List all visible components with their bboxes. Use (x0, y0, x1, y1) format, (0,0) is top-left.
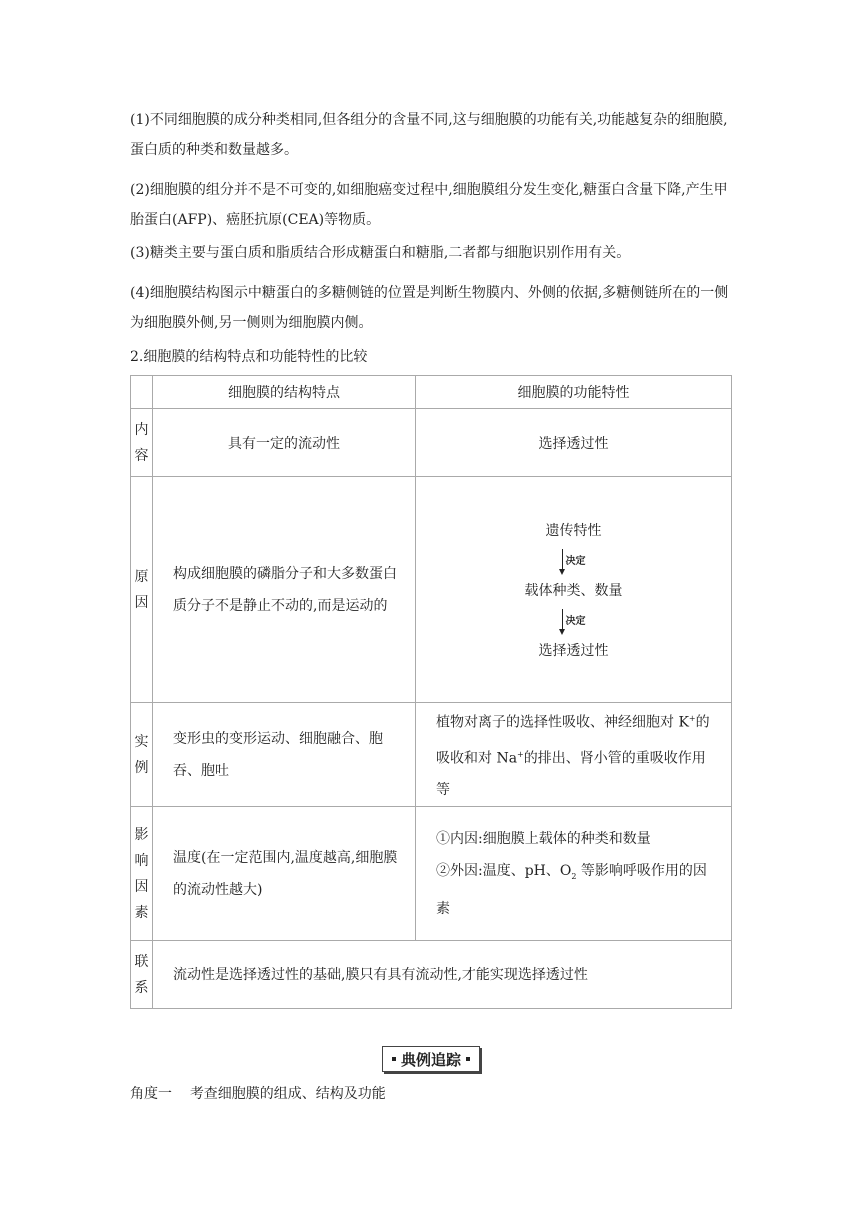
down-arrow-icon (562, 609, 563, 631)
factors-structure: 温度(在一定范围内,温度越高,细胞膜的流动性越大) (153, 807, 416, 941)
note-2: (2)细胞膜的组分并不是不可变的,如细胞癌变过程中,细胞膜组分发生变化,糖蛋白含量下降,产生甲胎蛋白(AFP)、癌胚抗原(CEA)等物质。 (130, 182, 728, 228)
flow-step-genetic: 遗传特性 (545, 522, 602, 539)
angle-text: 考查细胞膜的组成、结构及功能 (189, 1086, 386, 1102)
factors-function (416, 807, 732, 941)
header-structure: 细胞膜的结构特点 (153, 376, 416, 409)
row-label-factors: 影 响 因 素 (131, 807, 153, 941)
note-1: (1)不同细胞膜的成分种类相同,但各组分的含量不同,这与细胞膜的功能有关,功能越复杂的细胞膜,蛋白质的种类和数量越多。 (130, 112, 728, 158)
table-row-factors (131, 807, 732, 941)
factor-internal: ①内因:细胞膜上载体的种类和数量 (436, 830, 651, 847)
example-structure: 变形虫的变形运动、细胞融合、胞吞、胞吐 (153, 703, 416, 807)
row-label-reason: 原 因 (131, 477, 153, 703)
section-title: 2.细胞膜的结构特点和功能特性的比较 (130, 349, 368, 365)
angle-heading (130, 1082, 386, 1106)
flow-step-carrier: 载体种类、数量 (524, 582, 623, 599)
bullet-dot-icon (466, 1057, 470, 1061)
reason-structure: 构成细胞膜的磷脂分子和大多数蛋白质分子不是静止不动的,而是运动的 (153, 477, 416, 703)
section-banner (382, 1046, 480, 1072)
link-text: 流动性是选择透过性的基础,膜只有具有流动性,才能实现选择透过性 (153, 941, 732, 1009)
comparison-table (130, 375, 732, 1009)
example-function: 植物对离子的选择性吸收、神经细胞对 K+的吸收和对 Na+的排出、肾小管的重吸收作用等 (416, 703, 732, 807)
arrow-label-1: 决定 (565, 556, 586, 567)
header-function: 细胞膜的功能特性 (416, 376, 732, 409)
flow-diagram (416, 520, 731, 660)
note-3: (3)糖类主要与蛋白质和脂质结合形成糖蛋白和糖脂,二者都与细胞识别作用有关。 (130, 245, 631, 261)
angle-label: 角度一 (130, 1086, 172, 1102)
row-label-example: 实 例 (131, 703, 153, 807)
factor-external: ②外因:温度、pH、$O_2$ 等影响呼吸作用的因素 (436, 862, 707, 917)
down-arrow-icon (562, 549, 563, 571)
banner-title: 典例追踪 (400, 1050, 461, 1069)
row-label-link: 联 系 (131, 941, 153, 1009)
table-header-row (131, 376, 732, 409)
header-blank (131, 376, 153, 409)
flow-step-selective: 选择透过性 (538, 642, 609, 659)
reason-function (416, 477, 732, 703)
table-row-example (131, 703, 732, 807)
decide-arrow-2 (562, 606, 586, 634)
content-structure: 具有一定的流动性 (153, 409, 416, 477)
table-row-reason (131, 477, 732, 703)
bullet-dot-icon (392, 1057, 396, 1061)
content-function: 选择透过性 (416, 409, 732, 477)
note-4: (4)细胞膜结构图示中糖蛋白的多糖侧链的位置是判断生物膜内、外侧的依据,多糖侧链所在的一侧为细胞膜外侧,另一侧则为细胞膜内侧。 (130, 285, 729, 331)
arrow-label-2: 决定 (565, 616, 586, 627)
table-row-content (131, 409, 732, 477)
table-row-link (131, 941, 732, 1009)
decide-arrow-1 (562, 546, 586, 574)
row-label-content: 内 容 (131, 409, 153, 477)
